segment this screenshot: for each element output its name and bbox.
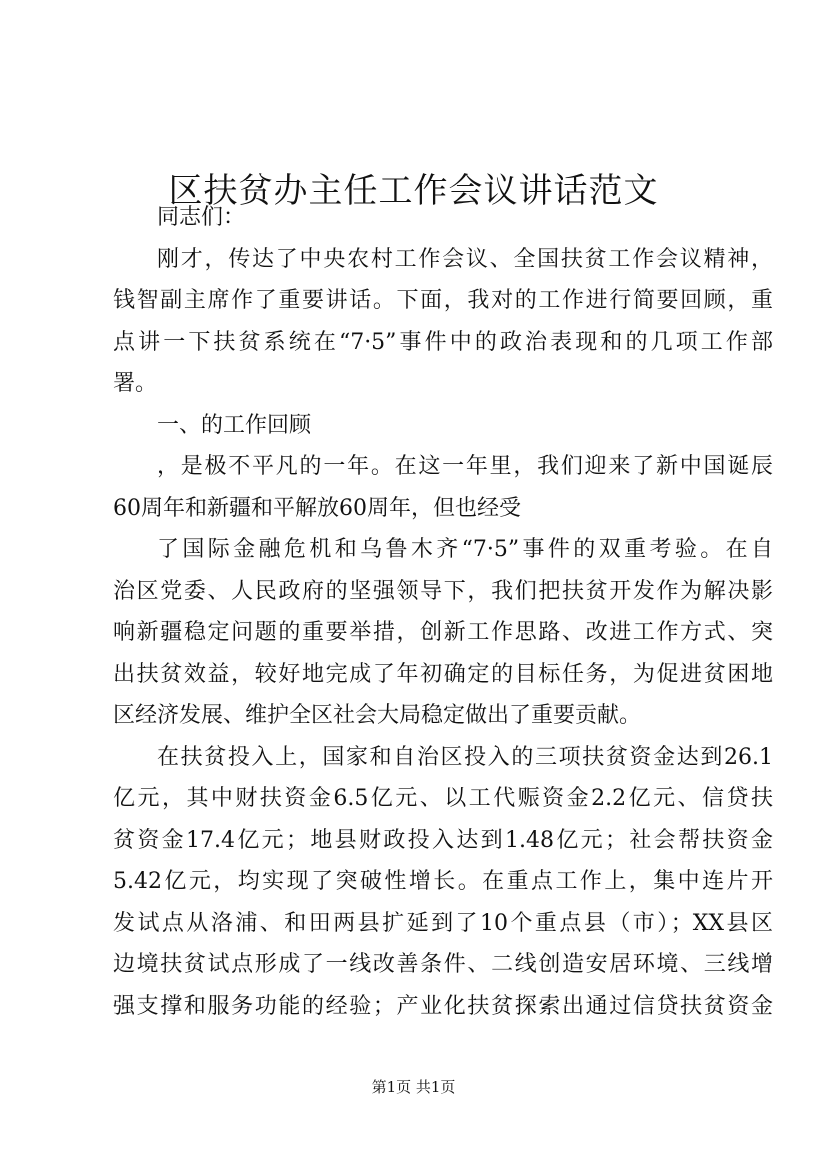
body-line: 响新疆稳定问题的重要举措，创新工作思路、改进工作方式、突 xyxy=(113,620,773,645)
body-line: 出扶贫效益，较好地完成了年初确定的目标任务，为促进贫困地 xyxy=(113,661,773,687)
body-line: 点讲一下扶贫系统在“7·5”事件中的政治表现和的几项工作部 xyxy=(113,329,773,355)
body-line: ，是极不平凡的一年。在这一年里，我们迎来了新中国诞辰 xyxy=(157,454,773,479)
body-line: 边境扶贫试点形成了一线改善条件、二线创造安居环境、三线增 xyxy=(113,952,773,977)
body-line: 治区党委、人民政府的坚强领导下，我们把扶贫开发作为解决影 xyxy=(113,578,773,604)
body-line: 60周年和新疆和平解放60周年，但也经受 xyxy=(113,495,521,521)
body-line: 发试点从洛浦、和田两县扩延到了10个重点县（市）；XX县区 xyxy=(113,910,773,936)
body-line: 强支撑和服务功能的经验；产业化扶贫探索出通过信贷扶贫资金 xyxy=(113,993,773,1019)
section-heading: 一、的工作回顾 xyxy=(157,412,312,438)
body-line: 在扶贫投入上，国家和自治区投入的三项扶贫资金达到26.1 xyxy=(157,744,773,770)
body-line: 亿元，其中财扶资金6.5亿元、以工代赈资金2.2亿元、信贷扶 xyxy=(113,786,773,811)
body-line: 贫资金17.4亿元；地县财政投入达到1.48亿元；社会帮扶资金 xyxy=(113,827,773,853)
page-number-footer: 第1页 共1页 xyxy=(371,1078,456,1096)
body-line: 5.42亿元，均实现了突破性增长。在重点工作上，集中连片开 xyxy=(113,869,773,894)
document-title: 区扶贫办主任工作会议讲话范文 xyxy=(168,170,659,211)
body-line: 了国际金融危机和乌鲁木齐“7·5”事件的双重考验。在自 xyxy=(157,537,773,562)
body-line: 刚才，传达了中央农村工作会议、全国扶贫工作会议精神， xyxy=(157,246,773,272)
body-line: 区经济发展、维护全区社会大局稳定做出了重要贡献。 xyxy=(113,703,642,728)
salutation: 同志们： xyxy=(157,205,246,230)
body-line: 钱智副主席作了重要讲话。下面，我对的工作进行简要回顾，重 xyxy=(113,288,773,313)
document-body xyxy=(113,197,773,1027)
body-line: 署。 xyxy=(113,371,158,396)
